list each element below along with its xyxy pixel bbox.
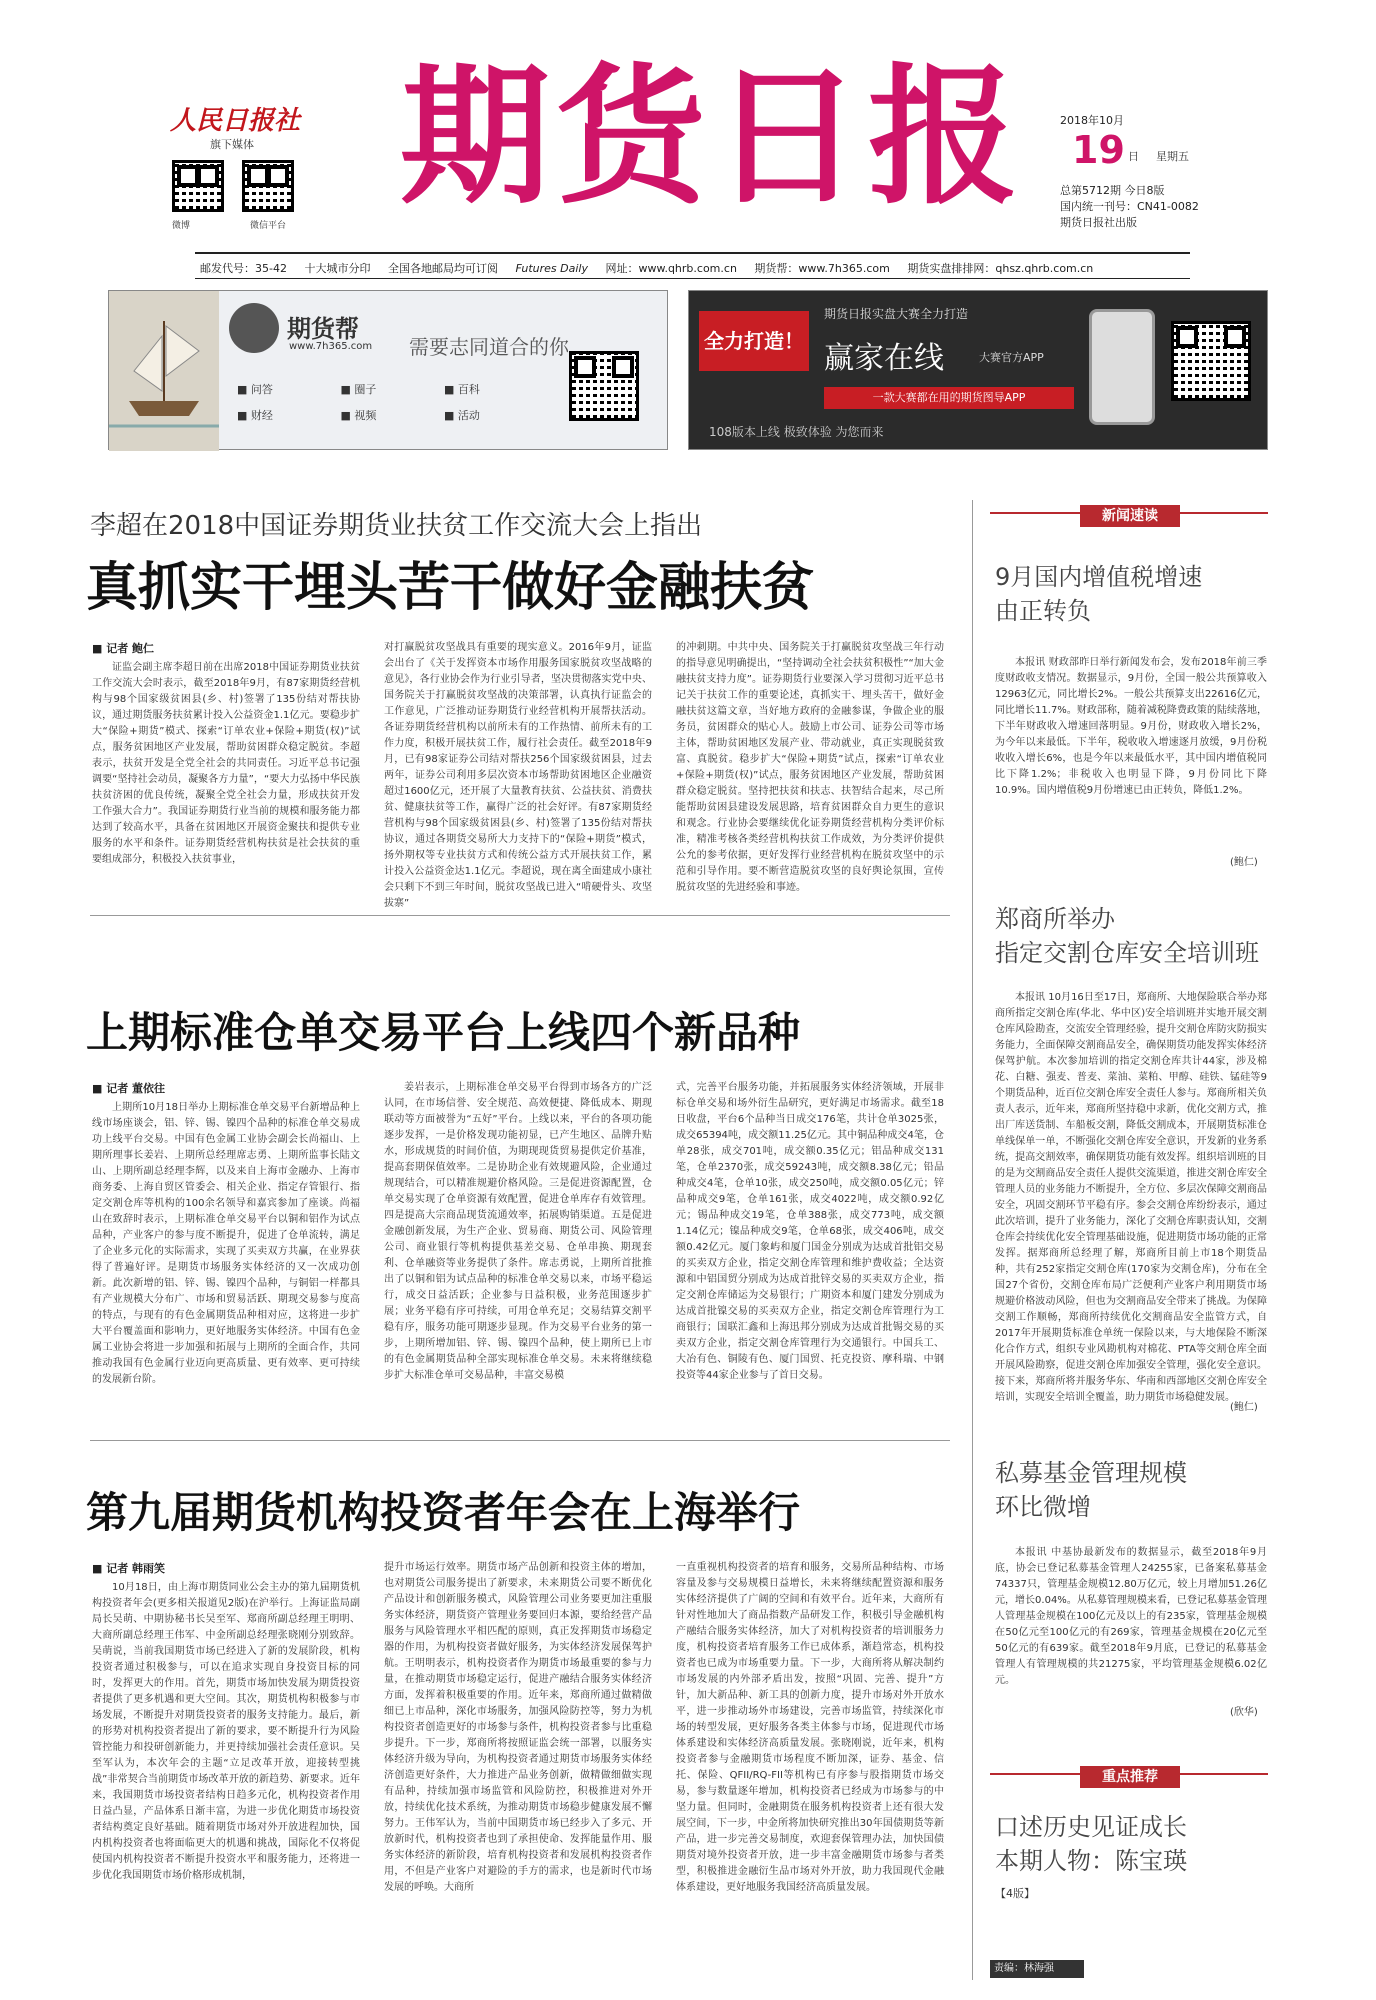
news3-headline-line2: 环比微增	[995, 1493, 1091, 1521]
ad-brand: 期货帮	[287, 314, 359, 343]
ad-menu-label: 财经	[250, 409, 273, 422]
featured-headline-line2: 本期人物：陈宝瑛	[995, 1847, 1187, 1875]
news1-headline-line2: 由正转负	[995, 597, 1091, 625]
ad-menu-label: 问答	[250, 383, 273, 396]
article1-kicker: 李超在2018中国证券期货业扶贫工作交流大会上指出	[90, 511, 703, 541]
ad-slogan: 需要志同道合的你	[409, 335, 569, 359]
ad-menu-item[interactable]	[341, 381, 441, 397]
ad-left-badge: 全力打造！	[699, 311, 809, 371]
news2-headline-line1: 郑商所举办	[995, 905, 1115, 933]
editor-credit: 责编：林海强	[990, 1960, 1084, 1978]
article2-headline: 上期标准仓单交易平台上线四个新品种	[86, 1008, 801, 1057]
qr-label-weibo: 微博	[172, 221, 191, 231]
infobar-rule	[195, 278, 1190, 279]
ad-banner: 一款大赛都在用的期货图导APP	[824, 387, 1074, 409]
ad-main-text: 赢家在线	[824, 341, 944, 376]
news1-headline-line1: 9月国内增值税增速	[995, 563, 1203, 591]
ship-illustration	[109, 291, 219, 451]
ad-menu-item[interactable]	[341, 407, 441, 423]
ad-menu-item[interactable]	[237, 407, 337, 423]
news3-headline-line1: 私募基金管理规模	[995, 1459, 1187, 1487]
ad-menu-label: 圈子	[354, 383, 377, 396]
news2-headline-line2: 指定交割仓库安全培训班	[995, 939, 1259, 967]
info-print-cities: 十大城市分印	[304, 262, 371, 275]
cn-code: 国内统一刊号：CN41-0082	[1060, 200, 1199, 213]
info-ranking[interactable]: 期货实盘排排网：qhsz.qhrb.com.cn	[907, 262, 1094, 275]
circle-icon: ■	[340, 383, 355, 396]
article2-col2: 姜岩表示，上期标准仓单交易平台得到市场各方的广泛认同，在市场信誉、安全规范、高效便捷、降低成本、期现联动等方面被誉为“五好”平台。上线以来，平台的各项功能逐步发挥，一是价格发现功能初显，已产生地区、品牌升贴水，形成规货的时间价值，为期现现货贸易提供定价基准，提高套期保值效率。二是协助企业有效规避风险，企业通过规现结合，可以精准规避价格风险。三是促进资源配置，仓单交易实现了仓单资源有效配置，促进仓单库存有效管理。四是提高大宗商品现货流通效率，拓展购销渠道。五是促进金融创新发展，为生产企业、贸易商、期货公司、风险管理公司、商业银行等机构提供基差交易、仓单串换、期现套利、仓单融资等业务提供了条件。席志勇说，上期所首批推出了以铜和铝为试点品种的标准仓单交易以来，市场平稳运行，成交日益活跃；企业参与日益积极，业务范围逐步扩展；业务平稳有序可持续，可用仓单充足；交易结算交割平稳有序，服务功能可期逐步显现。作为交易平台业务的第一步，上期所增加铝、锌、锡、镍四个品种，使上期所已上市的有色金属期货品种全部实现标准仓单交易。未来将继续稳步扩大标准仓单可交易品种，丰富交易模	[384, 1082, 652, 1381]
info-qhb[interactable]: 期货帮：www.7h365.com	[754, 262, 890, 275]
article3-byline: ■ 记者 韩雨笑	[92, 1562, 166, 1575]
info-subscribe: 全国各地邮局均可订阅	[387, 262, 498, 275]
ad-menu-item[interactable]	[237, 381, 337, 397]
news3-sign: (欣华)	[1230, 1707, 1258, 1718]
news2-sign: (鲍仁)	[1230, 1402, 1258, 1413]
publisher-logo: 人民日报社	[170, 106, 301, 136]
wechat-qr-code	[242, 160, 294, 212]
sailing-ship-icon	[109, 291, 219, 451]
article3-col3: 一直重视机构投资者的培育和服务，交易所品种结构、市场容量及参与交易规模日益增长，未来将继续配置资源和服务实体经济提供了广阔的空间和有效平台。近年来，大商所有针对性地加大了商品指数产品研发工作，积极引导金融机构产融结合服务实体经济，加大了对机构投资者的培训服务力度，机构投资者培育服务工作已成体系，渐趋常态，机构投资者也已成为市场重要力量。下一步，大商所将从解决制约市场发展的内外部矛盾出发，按照“巩固、完善、提升”方针，加大新品种、新工具的创新力度，提升市场对外开放水平，进一步推动场外市场建设，完善市场监管，持续深化市场的转型发展，更好服务各类主体参与市场，促进现代市场体系建设和实体经济高质量发展。张晓刚说，近年来，机构投资者参与金融期货市场程度不断加深，证券、基金、信托、保险、QFII/RQ-FII等机构已有序参与股指期货市场交易，参与数量逐年增加，机构投资者已经成为市场参与的中坚力量。但同时，金融期货在服务机构投资者上还有很大发展空间，下一步，中金所将加快研究推出30年国债期货等新产品，进一步完善交易制度，欢迎套保管理办法，加快国债期货对境外投资者开放，进一步丰富金融期货市场参与者类型，积极推进金融衍生品市场对外开放，助力我国现代金融体系建设，更好地服务我国经济高质量发展。	[676, 1562, 944, 1893]
publisher-sub: 旗下媒体	[210, 138, 254, 151]
ad-qr-code	[569, 351, 639, 421]
article2-byline: ■ 记者 董依往	[92, 1082, 166, 1095]
ad-url: www.7h365.com	[289, 341, 373, 352]
ad-menu-label: 活动	[457, 409, 480, 422]
ad-top-text: 期货日报实盘大赛全力打造	[824, 307, 969, 321]
info-postal-code: 邮发代号：35-42	[200, 262, 287, 275]
news2-body: 本报讯 10月16日至17日，郑商所、大地保险联合举办郑商所指定交割仓库(华北、华中区)安全培训班并实地开展交割仓库风险勘查，交流安全管理经验，提升交割仓库防灾防损实务能力，全面保障交割商品安全，确保期货功能发挥实体经济保驾护航。本次参加培训的指定交割仓库共计44家，涉及棉花、白糖、强麦、普麦、菜油、菜粕、甲醇、硅铁、锰硅等9个期货品种，近百位交割仓库安全责任人参与。郑商所相关负责人表示，近年来，郑商所坚持稳中求新，优化交割方式，推出厂库送货制、车船板交割，降低交割成本，开展期货标准仓单线保单一单，不断强化交割仓库安全意识，开发新的业务系统，提高交割效率，确保期货功能有效发挥。组织培训班的目的是为交割商品安全责任人提供交流渠道，推进交割仓库安全管理人员的业务能力不断提升，全方位、多层次保障交割商品安全，巩固交割环节平稳有序。参会交割仓库纷纷表示，通过此次培训，提升了业务能力，深化了交割仓库职责认知，交割仓库会持续优化安全管理基础设施，促进期货市场功能的正常发挥。据郑商所总经理了解，郑商所目前上市18个期货品种，共有252家指定交割仓库(170家为交割仓库)，分布在全国27个省份，交割仓库布局广泛便利产业客户利用期货市场规避价格波动风险，但也为交割商品安全带来了挑战。为保障交割工作顺畅，郑商所持续优化交割商品安全监管方式，自2017年开展期货标准仓单统一保险以来，与大地保险不断深化合作方式，组织专业风勘机构对棉花、PTA等交割仓库全面开展风险勘察，促进交割仓库加强安全管理，强化安全意识。接下来，郑商所将并服务华东、华南和西部地区交割仓库安全培训，实现安全培训全覆盖，助力期货市场稳健发展。	[995, 992, 1267, 1403]
divider	[90, 915, 950, 916]
ad-app-qr-code	[1171, 321, 1251, 401]
ad-menu-item[interactable]	[444, 407, 544, 423]
masthead-title: 期货日报	[400, 49, 1025, 225]
column-divider	[972, 500, 973, 1980]
ad-menu-item[interactable]	[444, 381, 544, 397]
featured-headline[interactable]	[995, 1810, 1187, 1878]
date-line: 2018年10月	[1060, 114, 1124, 127]
ad-sub-text: 大赛官方APP	[979, 351, 1044, 364]
phone-icon	[1089, 309, 1155, 425]
news1-headline	[995, 560, 1202, 628]
info-bar	[200, 260, 1190, 276]
info-futures-daily: Futures Daily	[515, 262, 588, 275]
article1-col2: 对打赢脱贫攻坚战具有重要的现实意义。2016年9月，证监会出台了《关于发挥资本市场作用服务国家脱贫攻坚战略的意见》，各行业协会作为行业引导者，坚决贯彻落实党中央、国务院关于打赢脱贫攻坚战的决策部署，认真执行证监会的工作意见，广泛推动证券期货行业经营机构开展帮扶活动。各证券期货经营机构以前所未有的工作热情、前所未有的工作力度，积极开展扶贫工作，履行社会责任。截至2018年9月，已有98家证券公司结对帮扶256个国家级贫困县，过去两年，证券公司利用多层次资本市场帮助贫困地区企业融资超过1600亿元，还开展了大量教育扶贫、公益扶贫、消费扶贫、健康扶贫等工作，赢得广泛的社会好评。有87家期货经营机构与98个国家级贫困县(乡、村)签署了135份结对帮扶协议，通过各期货交易所大力支持下的“保险+期货”模式，扬外期权等专业扶贫方式和传统公益方式开展扶贫工作，累计投入公益资金达1.1亿元。李超说，现在离全面建成小康社会只剩下不到三年时间，脱贫攻坚战已进入“啃硬骨头、攻坚拔寨”	[384, 642, 652, 909]
ad-menu	[237, 381, 557, 423]
featured-headline-line1: 口述历史见证成长	[995, 1813, 1187, 1841]
article3-col1: 10月18日，由上海市期货同业公会主办的第九届期货机构投资者年会(更多相关报道见2版)在沪举行。上海证监局副局长吴萌、中期协秘书长吴至军、郑商所副总经理王明明、大商所副总经理王伟军、中金所副总经理张晓刚分别致辞。吴萌说，当前我国期货市场已经进入了新的发展阶段，机构投资者通过积极参与，可以在追求实现自身投资目标的同时，发挥更大的作用。首先，期货市场加快发展为期货投资者提供了更多机遇和更大空间。其次，期货机构积极参与市场发展，不断提升对期货投资者的服务支持能力。最后，新的形势对机构投资者提出了新的要求，要不断提升行为风险管控能力和投研创新能力，并更持续加强社会责任意识。吴至军认为，本次年会的主题“立足改革开放，迎接转型挑战”非常契合当前期货市场改革开放的新趋势、新要求。近年来，我国期货市场投资者结构日趋多元化，机构投资者作用日益凸显，产品体系日渐丰富，为进一步优化期货市场投资者结构奠定良好基础。随着期货市场对外开放进程加快，国内机构投资者也将面临更大的机遇和挑战，国际化不仅将促使国内机构投资者不断提升投资水平和服务能力，还将进一步优化我国期货市场价格形成机制，	[92, 1582, 360, 1881]
info-website[interactable]: 网址：www.qhrb.com.cn	[605, 262, 737, 275]
ad-qihuobang[interactable]	[108, 290, 668, 450]
news3-body: 本报讯 中基协最新发布的数据显示，截至2018年9月底，协会已登记私募基金管理人24255家，已备案私募基金74337只，管理基金规模12.80万亿元，较上月增加51.26亿元，增长0.04%。从私募管理规模来看，已登记私募基金管理人管理基金规模在100亿元及以上的有235家，管理基金规模在50亿元至100亿元的有269家，管理基金规模在20亿元至50亿元的有639家。截至2018年9月底，已登记的私募基金管理人有管理规模的共21275家，平均管理基金规模6.02亿元。	[995, 1547, 1267, 1686]
article1-byline: ■ 记者 鲍仁	[92, 642, 155, 655]
qa-icon: ■	[237, 383, 251, 396]
article1-headline: 真抓实干埋头苦干做好金融扶贫	[86, 557, 815, 618]
featured-tag: 重点推荐	[1080, 1766, 1180, 1788]
day-unit: 日	[1128, 150, 1139, 163]
featured-page-ref[interactable]: 【4版】	[995, 1887, 1035, 1900]
article2-col1: 上期所10月18日举办上期标准仓单交易平台新增品种上线市场座谈会，铝、锌、锡、镍四个品种的标准仓单交易成功上线平台交易。中国有色金属工业协会副会长尚福山、上期所理事长姜岩、上期所总经理席志勇、上期所监事长陆文山、上期所副总经理李辉，以及来自上海市金融办、上海市商务委、上海自贸区管委会、相关企业、指定存管银行、指定交割仓库等机构的100余名领导和嘉宾参加了座谈。尚福山在致辞时表示，上期标准仓单交易平台以铜和铝作为试点品种，产业客户的参与度不断提升，促进了仓单流转，满足了企业多元化的实际需求，实现了买卖双方共赢，在业界获得了普遍好评。是期货市场服务实体经济的又一次成功创新。此次新增的铝、锌、锡、镍四个品种，与铜铝一样都具有产业规模大分布广、市场和贸易活跃、期现交易参与度高的特点，与现有的有色金属期货品种相对应，这将进一步扩大平台覆盖面和影响力，更好地服务实体经济。中国有色金属工业协会将进一步加强和拓展与上期所的全面合作，共同推动我国有色金属行业迈向更高质量、更有效率、更可持续的发展新台阶。	[92, 1102, 360, 1385]
ad-bottom-text: 108版本上线 极致体验 为您而来	[709, 425, 884, 439]
article2-col3: 式，完善平台服务功能，并拓展服务实体经济领域，开展非标仓单交易和场外衍生品研究，更好满足市场需求。截至18日收盘，平台6个品种当日成交176笔，共计仓单3025张，成交65394吨，成交额11.25亿元。其中铜品种成交4笔，仓单28张，成交701吨，成交额0.35亿元；铝品种成交131笔，仓单2370张，成交59243吨，成交额8.38亿元；铅品种成交4笔，仓单10张，成交250吨，成交额0.05亿元；锌品种成交9笔，仓单161张，成交4022吨，成交额0.92亿元；锡品种成交19笔，仓单388张，成交773吨，成交额1.14亿元；镍品种成交9笔，仓单68张，成交406吨，成交额0.42亿元。厦门象屿和厦门国金分别成为达成首批铝交易的买卖双方企业，指定交割仓库管理和维护费收益；全达资源和中铝国贸分别成为达成首批锌交易的买卖双方企业，指定交割仓库储运为交易银行；广期资本和厦门建发分别成为达成首批镍交易的买卖双方企业，指定交割仓库管理行为工商银行；国联汇鑫和上海迅邦分别成为达成首批锡交易的买卖双方企业，指定交割仓库管理行为交通银行。中国兵工、大冶有色、铜陵有色、厦门国贸、托克投资、摩科瑞、中钢投资等44家企业参与了首日交易。	[676, 1082, 944, 1381]
news1-sign: (鲍仁)	[1230, 857, 1258, 868]
issue-number: 总第5712期 今日8版	[1060, 184, 1165, 197]
qihuobang-logo-icon	[229, 303, 279, 353]
article1-col3: 的冲刺期。中共中央、国务院关于打赢脱贫攻坚战三年行动的指导意见明确提出，“坚持调动全社会扶贫积极性”“加大金融扶贫支持力度”。证券期货行业要深入学习贯彻习近平总书记关于扶贫工作的重要论述，真抓实干、埋头苦干，做好金融扶贫这篇文章，当好地方政府的金融参谋，争做企业的服务员，贫困群众的贴心人。鼓励上市公司、证券公司等市场主体，帮助贫困地区发展产业、带动就业，真正实现脱贫致富、真脱贫。稳步扩大“保险+期货”试点，探索“订单农业+保险+期货(权)”试点，服务贫困地区产业发展，帮助贫困群众稳定脱贫。坚持把扶贫和扶志、扶智结合起来，尽己所能帮助贫困县建设发展思路，培育贫困群众自力更生的意识和观念。行业协会要继续优化证券期货经营机构分类评价标准，精准考核各类经营机构扶贫工作成效，为分类评价提供公允的参考依据，更好发挥行业经营机构在脱贫攻坚中的示范和引导作用。要不断营造脱贫攻坚的良好舆论氛围，宣传脱贫攻坚的先进经验和事迹。	[676, 642, 944, 893]
news3-headline	[995, 1456, 1187, 1524]
weibo-qr-code	[172, 160, 224, 212]
news2-headline	[995, 902, 1259, 970]
ad-menu-label: 视频	[354, 409, 377, 422]
masthead-rule	[195, 252, 1190, 254]
ad-winner-online[interactable]	[688, 290, 1268, 450]
issue-day: 19	[1072, 128, 1125, 172]
weekday: 星期五	[1156, 150, 1189, 163]
ad-menu-label: 百科	[457, 383, 480, 396]
qr-label-wechat: 微信平台	[250, 221, 287, 231]
article3-col2: 提升市场运行效率。期货市场产品创新和投资主体的增加，也对期货公司服务提出了新要求，未来期货公司要不断优化产品设计和创新服务模式，风险管理公司业务要更加注重服务实体经济，期货资产管理业务要回归本源，要给经营产品服务与风险管理水平相匹配的原则，真正发挥期货市场稳定器的作用，为机构投资者做好服务，为实体经济发展保驾护航。王明明表示，机构投资者作为期货市场最重要的参与力量，在推动期货市场稳定运行，促进产融结合服务实体经济方面，发挥着积极重要的作用。近年来，郑商所通过做精做细已上市品种，深化市场服务，加强风险防控等，努力为机构投资者创造更好的市场参与条件，机构投资者参与比重稳步提升。下一步，郑商所将按照证监会统一部署，以服务实体经济升级为导向，为机构投资者通过期货市场服务实体经济创造更好条件，大力推进产品业务创新，做精做细做实现有品种，持续加强市场监管和风险防控，积极推进对外开放，持续优化技术系统，为推动期货市场稳步健康发展不懈努力。王伟军认为，当前中国期货市场已经步入了多元、开放新时代，机构投资者也到了承担使命、发挥能量作用、服务实体经济的新阶段，培育机构投资者和发展机构投资者作用，不但是产业客户对避险的手方的需求，也是新时代市场发展的呼唤。大商所	[384, 1562, 652, 1893]
publisher-line: 期货日报社出版	[1060, 216, 1137, 229]
article3-headline: 第九届期货机构投资者年会在上海举行	[86, 1488, 801, 1537]
divider	[90, 1440, 950, 1441]
finance-icon: ■	[237, 409, 251, 422]
news-brief-tag: 新闻速读	[1080, 505, 1180, 527]
wiki-icon: ■	[444, 383, 458, 396]
article1-col1: 证监会副主席李超日前在出席2018中国证券期货业扶贫工作交流大会时表示，截至2018年9月，有87家期货经营机构与98个国家级贫困县(乡、村)签署了135份结对帮扶协议，通过期货服务扶贫累计投入公益资金1.1亿元。要稳步扩大“保险+期货”模式、探索“订单农业+保险+期货(权)”试点，服务贫困地区产业发展，帮助贫困群众稳定脱贫。李超表示，扶贫开发是全党全社会的共同责任。习近平总书记强调要“坚持社会动员，凝聚各方力量”，“要大力弘扬中华民族扶贫济困的优良传统，凝聚全党全社会力量，形成扶贫开发工作强大合力”。我国证券期货行业当前的规模和服务能力都达到了较高水平，具备在贫困地区开展资金聚扶和提供专业服务的水平和条件。证券期货经营机构扶贫是社会扶贫的重要组成部分，积极投入扶贫事业，	[92, 662, 360, 865]
event-icon: ■	[444, 409, 458, 422]
video-icon: ■	[340, 409, 355, 422]
news1-body: 本报讯 财政部昨日举行新闻发布会，发布2018年前三季度财政收支情况。数据显示，9月份，全国一般公共预算收入12963亿元，同比增长2%。一般公共预算支出22616亿元，同比增长11.7%。财政部称，随着减税降费政策的陆续落地，下半年财政收入增速回落明显。9月份，财政收入增长2%，为今年以来最低。下半年，税收收入增速逐月放缓，9月份税收收入增长6%，也是今年以来最低水平，其中国内增值税同比下降1.2%；非税收入也明显下降，9月份同比下降10.9%。国内增值税9月份增速已由正转负，降低1.2%。	[995, 657, 1267, 796]
